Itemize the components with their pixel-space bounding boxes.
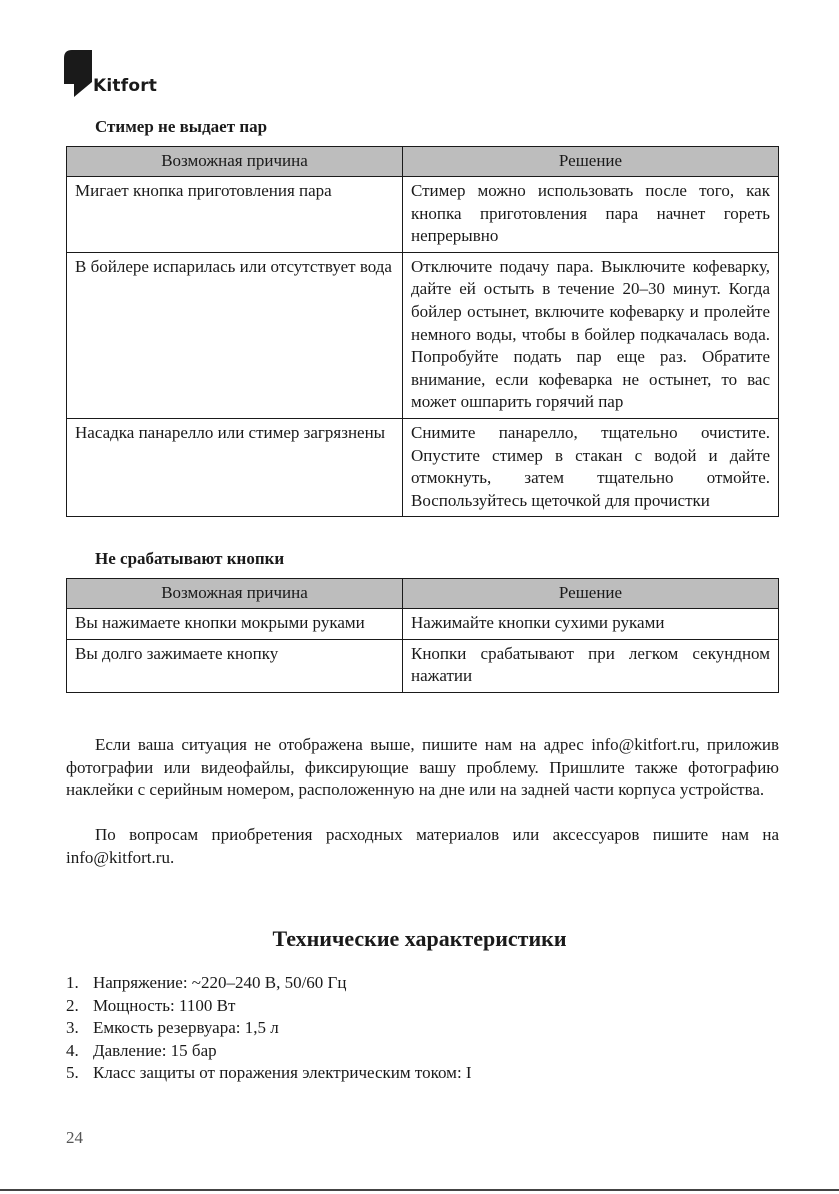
solution-cell: Стимер можно использовать после того, как кнопка приготовления пара начнет гореть непрерывно xyxy=(403,177,779,253)
list-item xyxy=(66,1040,779,1063)
specs-list xyxy=(66,972,779,1085)
section-title-steamer: Стимер не выдает пар xyxy=(95,117,268,136)
specs-title: Технические характеристики xyxy=(272,926,567,951)
cause-cell: В бойлере испарилась или отсутствует вода xyxy=(67,252,403,418)
table-steamer-troubleshooting xyxy=(66,146,779,517)
section-title-buttons: Не срабатывают кнопки xyxy=(95,549,285,568)
table-header-row xyxy=(67,147,779,177)
cause-cell: Мигает кнопка приготовления пара xyxy=(67,177,403,253)
item-text: Давление: 15 бар xyxy=(93,1040,217,1060)
item-number: 5. xyxy=(66,1063,79,1083)
kitfort-logo xyxy=(64,50,184,100)
item-text: Емкость резервуара: 1,5 л xyxy=(93,1018,279,1038)
cause-cell: Вы нажимаете кнопки мокрыми руками xyxy=(67,609,403,640)
item-number: 2. xyxy=(66,995,79,1015)
item-text: Напряжение: ~220–240 В, 50/60 Гц xyxy=(93,973,347,992)
item-number: 4. xyxy=(66,1040,79,1060)
table-row xyxy=(67,252,779,418)
header-solution: Решение xyxy=(403,579,779,609)
table-header-row xyxy=(67,579,779,609)
list-item xyxy=(66,1017,779,1040)
solution-cell: Нажимайте кнопки сухими руками xyxy=(403,609,779,640)
item-number: 3. xyxy=(66,1018,79,1038)
header-solution: Решение xyxy=(403,147,779,177)
item-number: 1. xyxy=(66,973,79,992)
item-text: Мощность: 1100 Вт xyxy=(93,995,236,1015)
solution-cell: Отключите подачу пара. Выключите кофеварку, дайте ей остыть в течение 20–30 минут. Когда бойлер остынет, включите кофеварку и пролейте немного воды, чтобы в бойлер подкачалась вода. Попробуйте подать пар еще раз. Обратите внимание, если кофеварка не остынет, то вас может ошпарить горячий пар xyxy=(403,252,779,418)
header-cause: Возможная причина xyxy=(67,147,403,177)
page-bottom-divider xyxy=(0,1189,839,1191)
cause-cell: Вы долго зажимаете кнопку xyxy=(67,639,403,692)
table-row xyxy=(67,418,779,516)
list-item xyxy=(66,1062,779,1085)
table-row xyxy=(67,177,779,253)
contact-paragraph: Если ваша ситуация не отображена выше, пишите нам на адрес info@kitfort.ru, приложив фотографии или видеофайлы, фиксирующие вашу проблему. Пришлите также фотографию наклейки с серийным номером, расположенную на дне или на задней части корпуса устройства. xyxy=(66,735,779,800)
solution-cell: Кнопки срабатывают при легком секундном нажатии xyxy=(403,639,779,692)
supplies-paragraph: По вопросам приобретения расходных материалов или аксессуаров пишите нам на info@kitfort.ru. xyxy=(66,825,779,867)
list-item xyxy=(66,995,779,1018)
brand-name: Kitfort xyxy=(93,76,158,96)
solution-cell: Снимите панарелло, тщательно очистите. Опустите стимер в стакан с водой и дайте отмокнуть, затем тщательно отмойте. Воспользуйтесь щеточкой для прочистки xyxy=(403,418,779,516)
item-text: Класс защиты от поражения электрическим током: I xyxy=(93,1063,472,1083)
table-buttons-troubleshooting xyxy=(66,578,779,693)
page-number: 24 xyxy=(66,1128,83,1147)
table-row xyxy=(67,639,779,692)
kitfort-logo-icon xyxy=(64,50,94,98)
table-row xyxy=(67,609,779,640)
list-item xyxy=(66,972,779,995)
cause-cell: Насадка панарелло или стимер загрязнены xyxy=(67,418,403,516)
header-cause: Возможная причина xyxy=(67,579,403,609)
